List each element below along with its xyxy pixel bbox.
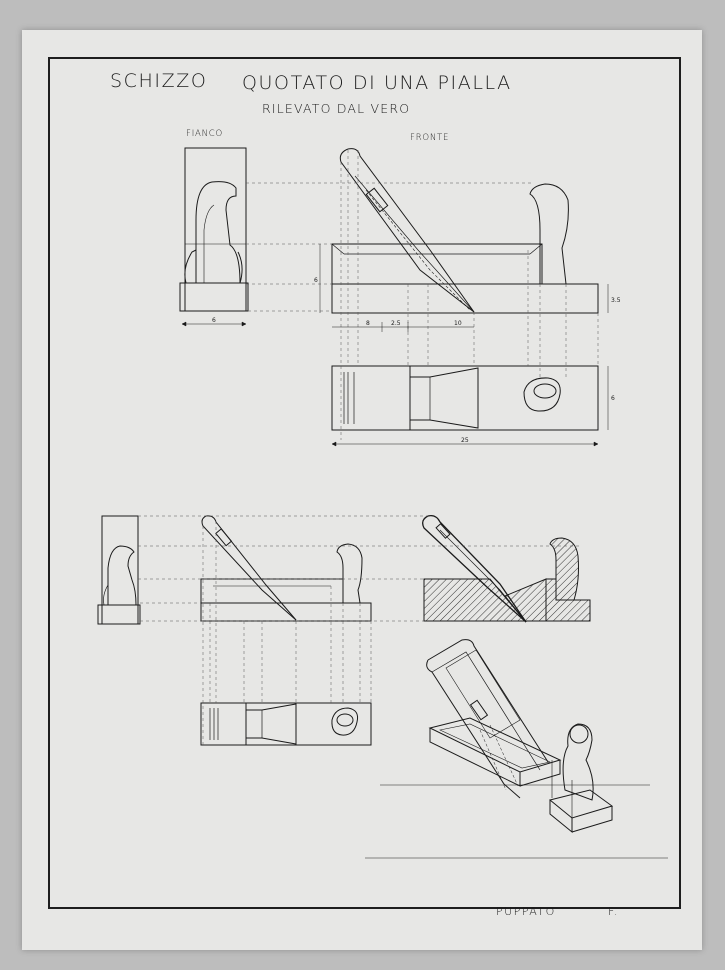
subtitle: RILEVATO DAL VERO xyxy=(262,101,411,116)
bottom-front-view xyxy=(201,516,371,621)
signature-name: PUPPATO xyxy=(496,905,556,918)
dim-front-sole: 3.5 xyxy=(611,297,621,304)
dim-seg-c: 10 xyxy=(454,320,462,327)
bottom-plan-view xyxy=(201,703,371,745)
title-quotato: QUOTATO DI UNA PIALLA xyxy=(242,72,512,94)
dim-seg-a: 8 xyxy=(366,320,370,327)
bottom-side-view xyxy=(98,516,140,624)
title-schizzo: SCHIZZO xyxy=(110,70,208,92)
label-fianco: FIANCO xyxy=(186,129,223,139)
dim-total-length: 25 xyxy=(461,437,469,444)
top-plan-view xyxy=(332,366,598,430)
sectional-view xyxy=(423,516,590,622)
signature-mark: F. xyxy=(608,905,620,918)
dim-height-total: 6 xyxy=(314,277,318,284)
label-fronte: FRONTE xyxy=(410,133,450,143)
dim-seg-b: 2.5 xyxy=(391,320,401,327)
top-front-view xyxy=(332,149,598,313)
top-side-view xyxy=(180,148,248,311)
dim-side-width: 6 xyxy=(212,317,216,324)
dim-plan-width: 6 xyxy=(611,395,615,402)
isometric-view xyxy=(365,640,668,858)
